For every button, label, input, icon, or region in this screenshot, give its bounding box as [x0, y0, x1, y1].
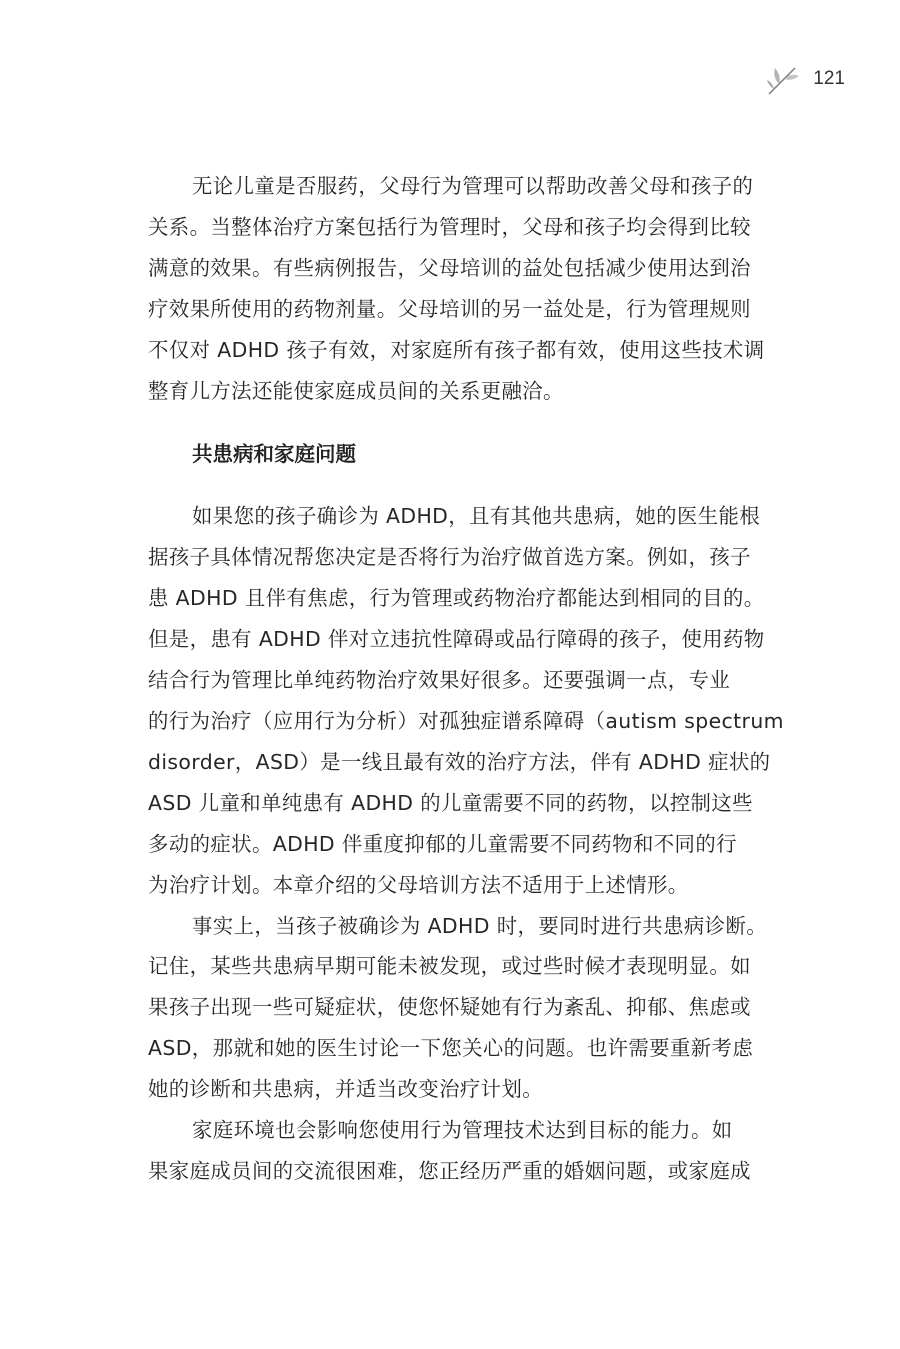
- text-line: disorder，ASD）是一线且最有效的治疗方法，伴有 ADHD 症状的: [148, 749, 771, 774]
- text-line: 不仅对 ADHD 孩子有效，对家庭所有孩子都有效，使用这些技术调: [148, 337, 765, 362]
- text-line: 疗效果所使用的药物剂量。父母培训的另一益处是，行为管理规则: [148, 296, 751, 321]
- text-line: 结合行为管理比单纯药物治疗效果好很多。还要强调一点，专业: [148, 668, 731, 693]
- paragraph: [148, 906, 772, 1111]
- text-line: 她的诊断和共患病，并适当改变治疗计划。: [148, 1077, 544, 1102]
- text-line: ASD，那就和她的医生讨论一下您关心的问题。也许需要重新考虑: [148, 1036, 754, 1061]
- text-line: 如果您的孩子确诊为 ADHD，且有其他共患病，她的医生能根: [192, 504, 761, 529]
- leaf-ornament-icon: [765, 62, 803, 96]
- paragraph: [148, 496, 784, 905]
- text-line: 为治疗计划。本章介绍的父母培训方法不适用于上述情形。: [148, 872, 689, 897]
- section-paragraphs: [148, 496, 784, 1191]
- text-line: 满意的效果。有些病例报告，父母培训的益处包括减少使用达到治: [148, 255, 751, 280]
- paragraph: [148, 1110, 772, 1192]
- intro-paragraphs: [148, 166, 772, 411]
- text-line: 果孩子出现一些可疑症状，使您怀疑她有行为紊乱、抑郁、焦虑或: [148, 995, 751, 1020]
- text-line: 据孩子具体情况帮您决定是否将行为治疗做首选方案。例如，孩子: [148, 545, 751, 570]
- text-line: 患 ADHD 且伴有焦虑，行为管理或药物治疗都能达到相同的目的。: [148, 586, 765, 611]
- text-line: 家庭环境也会影响您使用行为管理技术达到目标的能力。如: [192, 1118, 733, 1143]
- page-number: 121: [813, 68, 845, 89]
- text-line: 记住，某些共患病早期可能未被发现，或过些时候才表现明显。如: [148, 954, 751, 979]
- text-line: 的行为治疗（应用行为分析）对孤独症谱系障碍（autism spectrum: [148, 708, 784, 733]
- page-header: [765, 62, 845, 96]
- text-line: 无论儿童是否服药，父母行为管理可以帮助改善父母和孩子的: [192, 174, 754, 198]
- text-line: 整育儿方法还能使家庭成员间的关系更融洽。: [148, 378, 564, 403]
- paragraph: [148, 166, 772, 411]
- text-line: 但是，患有 ADHD 伴对立违抗性障碍或品行障碍的孩子，使用药物: [148, 627, 765, 652]
- section-heading: 共患病和家庭问题: [192, 442, 356, 467]
- page-body: [148, 166, 784, 1192]
- text-line: 关系。当整体治疗方案包括行为管理时，父母和孩子均会得到比较: [148, 214, 751, 239]
- text-line: 事实上，当孩子被确诊为 ADHD 时，要同时进行共患病诊断。: [192, 913, 768, 938]
- text-line: 果家庭成员间的交流很困难，您正经历严重的婚姻问题，或家庭成: [148, 1158, 751, 1183]
- text-line: ASD 儿童和单纯患有 ADHD 的儿童需要不同的药物，以控制这些: [148, 790, 753, 815]
- text-line: 多动的症状。ADHD 伴重度抑郁的儿童需要不同药物和不同的行: [148, 831, 737, 856]
